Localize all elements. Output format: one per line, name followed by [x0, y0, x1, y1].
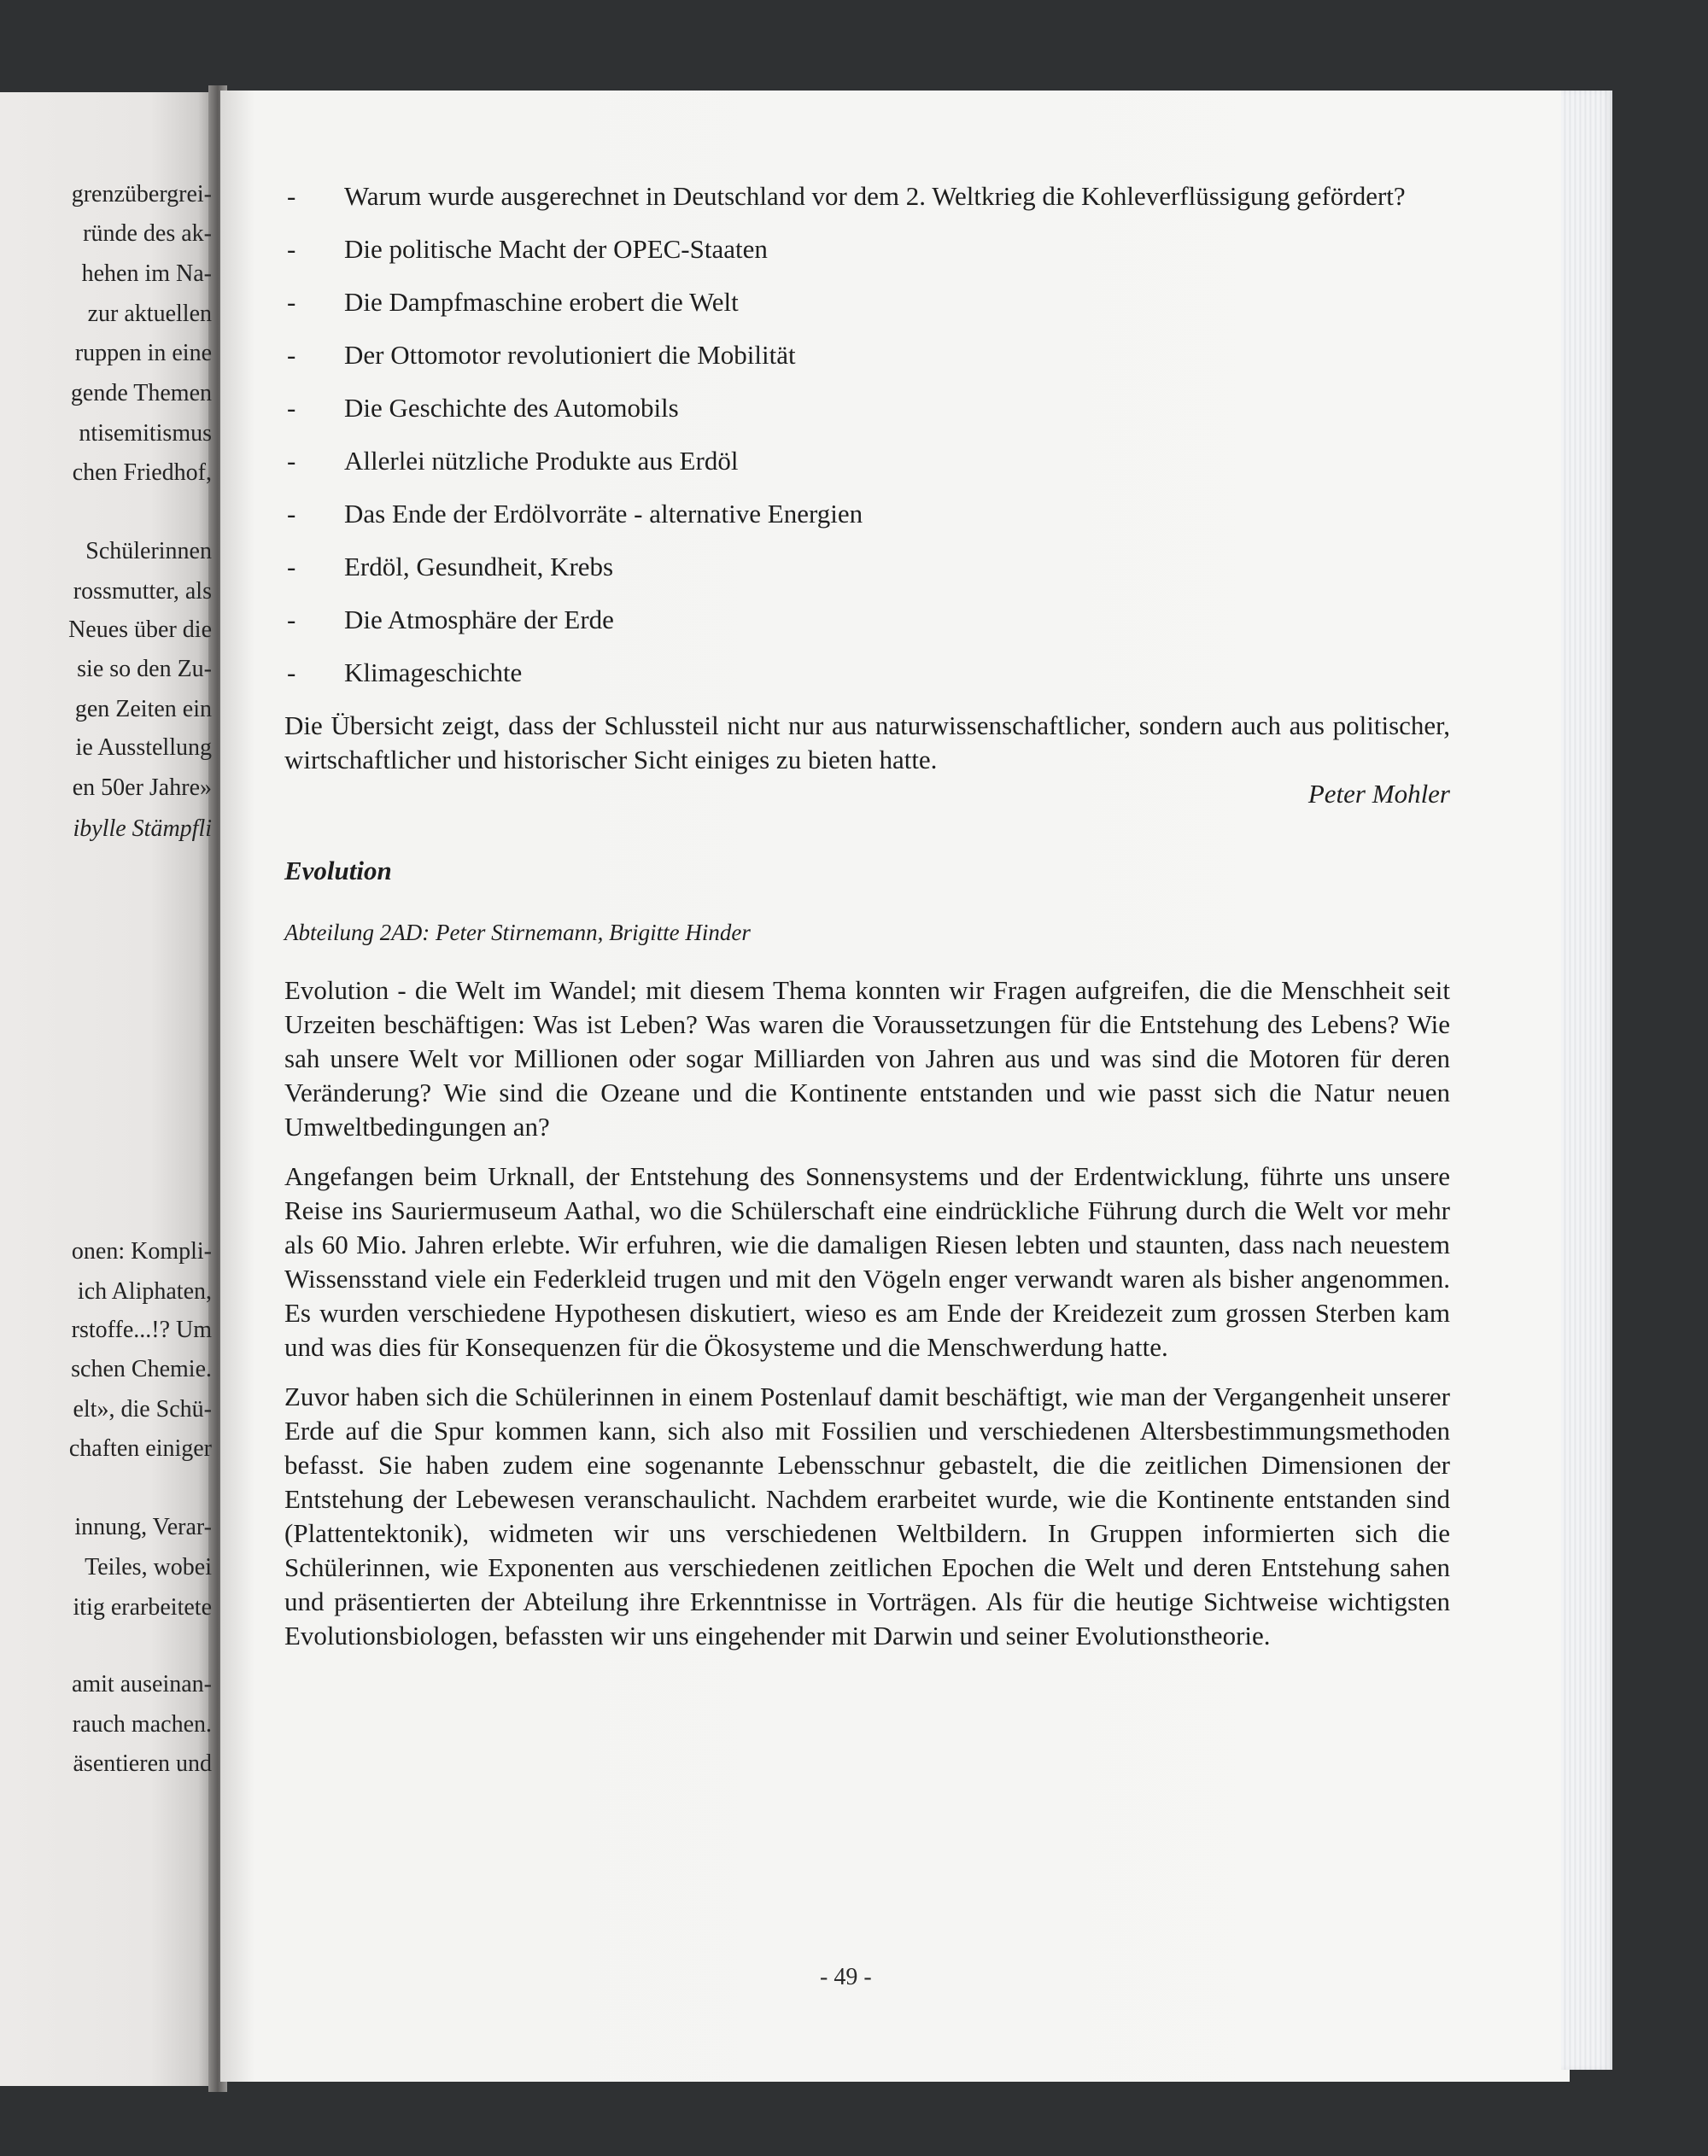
left-page-line: amit auseinan- — [71, 1671, 212, 1697]
list-marker: - — [287, 340, 296, 370]
list-marker: - — [287, 181, 296, 211]
list-marker: - — [287, 446, 296, 476]
left-page-line: grenzübergrei- — [71, 181, 212, 207]
left-page-line: Schülerinnen — [85, 538, 212, 564]
left-page-line: ründe des ak- — [83, 220, 212, 247]
left-page-line: ibylle Stämpfli — [73, 815, 212, 842]
section-subtitle: Abteilung 2AD: Peter Stirnemann, Brigitte Hinder — [284, 920, 751, 945]
left-page-line: ruppen in eine — [74, 340, 212, 366]
list-marker: - — [287, 552, 296, 581]
section-title: Evolution — [284, 856, 392, 885]
list-marker: - — [287, 287, 296, 317]
topic-item — [284, 444, 1450, 478]
left-page-line: chen Friedhof, — [72, 459, 212, 486]
list-marker: - — [287, 499, 296, 529]
topic-item — [284, 656, 1450, 690]
left-page-line: schen Chemie. — [71, 1356, 212, 1382]
list-marker: - — [287, 393, 296, 423]
list-marker: - — [287, 657, 296, 687]
topic-text: Das Ende der Erdölvorräte - alternative Energien — [344, 499, 863, 529]
topic-text: Klimageschichte — [344, 657, 523, 687]
list-marker: - — [287, 605, 296, 634]
topic-text: Die Geschichte des Automobils — [344, 393, 679, 423]
body-paragraph: Evolution - die Welt im Wandel; mit diesem Thema konnten wir Fragen aufgreifen, die die Menschheit seit Urzeiten beschäftigen: Was ist Leben? Was waren die Voraussetzungen für die Entstehung des Lebens? Wie sah unsere Welt vor Millionen oder sogar Milliarden von Jahren aus und was sind die Motoren für deren Veränderung? Wie sind die Ozeane und die Kontinente entstanden und wie passt sich die Natur neuen Umweltbedingungen an? — [284, 975, 1450, 1142]
left-page-line: hehen im Na- — [81, 260, 212, 287]
left-page-line: gen Zeiten ein — [74, 696, 212, 722]
topic-list — [284, 179, 1450, 690]
left-page-line: rossmutter, als — [73, 578, 212, 605]
left-page-line: äsentieren und — [73, 1750, 212, 1777]
left-page-line: onen: Kompli- — [71, 1238, 212, 1265]
left-page-line: en 50er Jahre» — [72, 774, 212, 801]
topic-text: Die politische Macht der OPEC-Staaten — [344, 234, 768, 264]
left-page-line: ich Aliphaten, — [77, 1278, 212, 1305]
left-page-line: zur aktuellen — [87, 301, 212, 327]
topic-text: Allerlei nützliche Produkte aus Erdöl — [344, 446, 739, 476]
left-page-line: ntisemitismus — [79, 420, 212, 447]
page-number: - 49 - — [820, 1964, 872, 1990]
body-paragraph: Angefangen beim Urknall, der Entstehung des Sonnensystems und der Erdentwicklung, führte uns unsere Reise ins Sauriermuseum Aathal, wo die Schülerschaft eine eindrückliche Führung durch die Welt vor mehr als 60 Mio. Jahren erlebte. Wir erfuhren, wie die damaligen Riesen lebten und staunten, dass nach neuestem Wissensstand viele ein Federkleid trugen und mit den Vögeln enger verwandt waren als bisher angenommen. Es wurden verschiedene Hypothesen diskutiert, wieso es am Ende der Kreidezeit zum grossen Sterben kam und was dies für Konsequenzen für die Ökosysteme und die Menschwerdung hatte. — [284, 1161, 1450, 1362]
topic-item — [284, 338, 1450, 372]
left-page-line: chaften einiger — [68, 1435, 212, 1462]
topic-text: Die Atmosphäre der Erde — [344, 605, 614, 634]
left-page-line: rauch machen. — [72, 1711, 212, 1738]
page-edges — [1561, 91, 1612, 2070]
topic-item — [284, 391, 1450, 425]
topic-text: Erdöl, Gesundheit, Krebs — [344, 552, 614, 581]
left-page-line: rstoffe...!? Um — [71, 1317, 212, 1343]
left-page-line: Neues über die — [68, 616, 212, 643]
author-signature: Peter Mohler — [1307, 779, 1450, 809]
body-paragraph: Zuvor haben sich die Schülerinnen in einem Postenlauf damit beschäftigt, wie man der Vergangenheit unserer Erde auf die Spur kommen kann, sich also mit Fossilien und verschiedenen Altersbestimmungsmethoden befasst. Sie haben zudem eine sogenannte Lebensschnur gebastelt, die die zeitlichen Dimensionen der Entstehung der Lebewesen veranschaulicht. Nachdem erarbeitet wurde, wie die Kontinente entstanden sind (Plattentektonik), widmeten wir uns verschiedenen Weltbildern. In Gruppen informierten sich die Schülerinnen, wie Exponenten aus verschiedenen zeitlichen Epochen die Welt und deren Entstehung sahen und präsentierten der Abteilung ihre Erkenntnisse in Vorträgen. Als für die heutige Sichtweise wichtigsten Evolutionsbiologen, befassten wir uns eingehender mit Darwin und seiner Evolutionstheorie. — [284, 1382, 1450, 1651]
topic-text: Warum wurde ausgerechnet in Deutschland vor dem 2. Weltkrieg die Kohleverflüssigung gefördert? — [344, 181, 1406, 211]
topic-item — [284, 603, 1450, 637]
list-marker: - — [287, 234, 296, 264]
topic-item — [284, 497, 1450, 531]
topic-item — [284, 232, 1450, 266]
topic-item — [284, 285, 1450, 319]
left-page-line: elt», die Schü- — [73, 1396, 212, 1423]
topic-text: Die Dampfmaschine erobert die Welt — [344, 287, 739, 317]
left-page-line: gende Themen — [70, 380, 212, 406]
left-page-line: sie so den Zu- — [77, 656, 212, 682]
left-page-line: innung, Verar- — [74, 1514, 212, 1540]
left-page-line: itig erarbeitete — [73, 1594, 212, 1621]
left-page-line: ie Ausstellung — [75, 734, 212, 761]
topic-item — [284, 550, 1450, 584]
summary-paragraph: Die Übersicht zeigt, dass der Schlussteil nicht nur aus naturwissenschaftlicher, sondern auch aus politischer, wirtschaftlicher und historischer Sicht einiges zu bieten hatte. — [284, 710, 1450, 774]
page-content — [284, 179, 1450, 1668]
topic-item — [284, 179, 1450, 213]
topic-text: Der Ottomotor revolutioniert die Mobilität — [344, 340, 796, 370]
left-page-line: Teiles, wobei — [85, 1554, 212, 1580]
